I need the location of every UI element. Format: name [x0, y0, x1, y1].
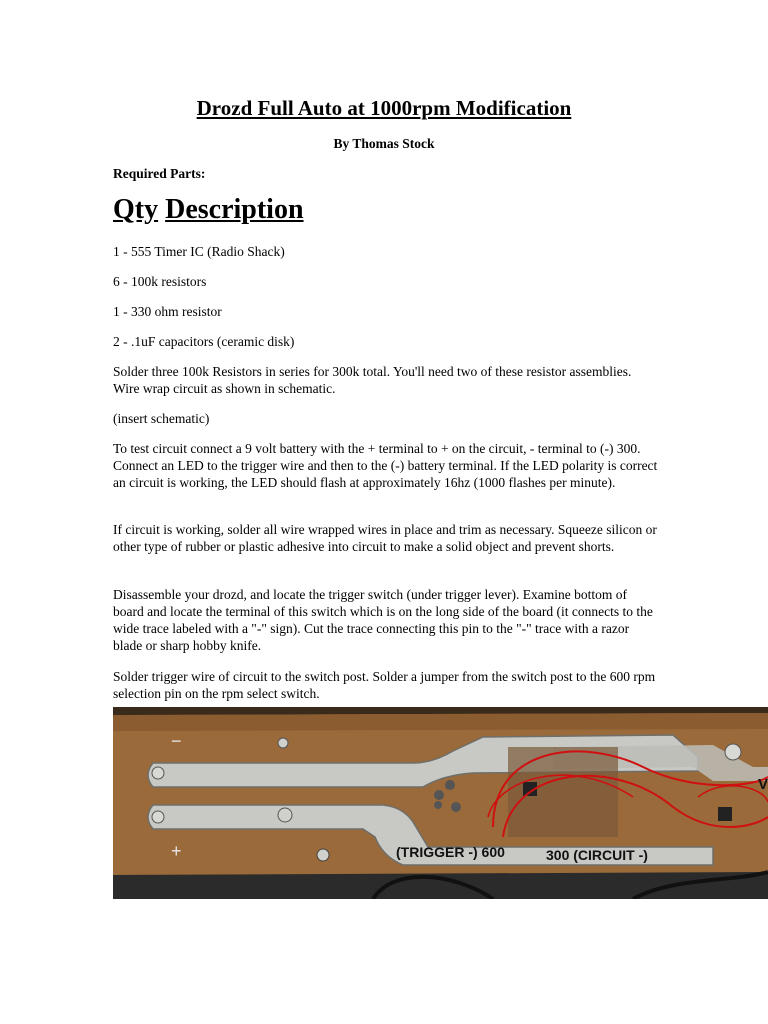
part-item: 1 - 330 ohm resistor — [113, 304, 222, 319]
solder-pad — [152, 811, 164, 823]
author-byline: By Thomas Stock — [333, 136, 435, 151]
document-title: Drozd Full Auto at 1000rpm Modification — [196, 96, 572, 120]
edge-label: V — [758, 776, 768, 793]
solder-pad — [278, 808, 292, 822]
via — [451, 802, 461, 812]
solder-pad — [278, 738, 288, 748]
circuit-board-photo — [113, 707, 768, 899]
circuit-label: 300 (CIRCUIT -) — [546, 847, 648, 863]
solder-pad — [725, 744, 741, 760]
paragraph-disassemble: Disassemble your drozd, and locate the trigger switch (under trigger lever). Examine bottom of board and locate the terminal of this switch which is on the long side of the board (it connects to the wide trace labeled with a "-" sign). Cut the trace connecting this pin to the "-" trace with a razor blade or sharp hobby knife. — [113, 587, 653, 653]
minus-label: − — [171, 731, 182, 751]
part-item: 6 - 100k resistors — [113, 274, 207, 289]
solder-pad — [152, 767, 164, 779]
circuit-board-illustration — [113, 707, 768, 899]
paragraph-solder-trigger: Solder trigger wire of circuit to the switch post. Solder a jumper from the switch post to the 600 rpm selection pin on the rpm select switch. — [113, 669, 656, 701]
via — [434, 790, 444, 800]
paragraph-insert-schematic: (insert schematic) — [113, 411, 210, 426]
plus-label: + — [171, 841, 182, 861]
via — [445, 780, 455, 790]
pcb-edge — [113, 713, 768, 731]
paragraph-test-circuit: To test circuit connect a 9 volt battery with the + terminal to + on the circuit, - terminal to (-) 300. Connect an LED to the trigger wire and then to the (-) battery terminal. If the LED polarity is correct an circuit is working, the LED should flash at approximately 16hz (1000 flashes per minute). — [113, 441, 658, 490]
part-item: 2 - .1uF capacitors (ceramic disk) — [113, 334, 295, 349]
trigger-label: (TRIGGER -) 600 — [396, 844, 505, 860]
description-column-header: Description — [165, 194, 304, 225]
qty-column-header: Qty — [113, 194, 159, 225]
parts-table-header — [113, 194, 304, 226]
part-item: 1 - 555 Timer IC (Radio Shack) — [113, 244, 285, 259]
solder-pad — [317, 849, 329, 861]
required-parts-label: Required Parts: — [113, 166, 206, 181]
ic-chip — [718, 807, 732, 821]
via — [434, 801, 442, 809]
paragraph-resistors: Solder three 100k Resistors in series for 300k total. You'll need two of these resistor assemblies. Wire wrap circuit as shown in schematic. — [113, 364, 632, 396]
paragraph-solder-wires: If circuit is working, solder all wire wrapped wires in place and trim as necessary. Squeeze silicon or other type of rubber or plastic adhesive into circuit to make a solid object and prevent shorts. — [113, 522, 657, 554]
